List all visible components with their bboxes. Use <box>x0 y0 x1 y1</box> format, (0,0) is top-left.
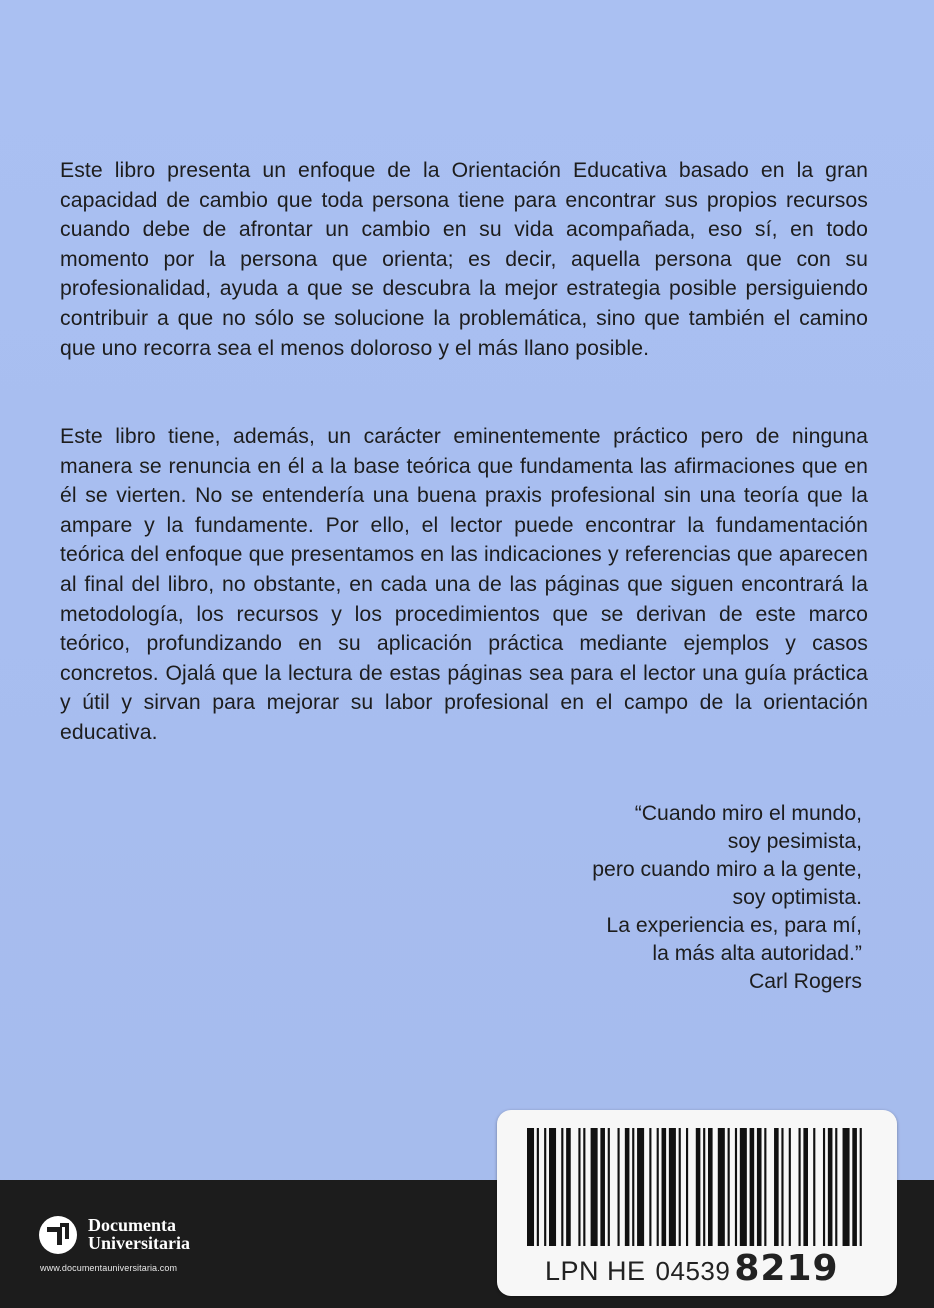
barcode-bar <box>860 1128 862 1246</box>
barcode-bar <box>537 1128 539 1246</box>
blurb-paragraph-1: Este libro presenta un enfoque de la Orientación Educativa basado en la gran capacidad de cambio que toda persona tiene para encontrar sus propios recursos cuando debe de afrontar un cambio en su vida acompañada, eso sí, en todo momento por la persona que orienta; es decir, aquella persona que con su profesionalidad, ayuda a que se descubra la mejor estrategia posible persiguiendo contribuir a que no sólo se solucione la problemática, sino que también el camino que uno recorra sea el menos doloroso y el más llano posible. <box>60 159 868 360</box>
lpn-code <box>545 1248 839 1289</box>
lpn-prefix: LPN HE <box>545 1256 646 1286</box>
barcode-bar <box>718 1128 725 1246</box>
lpn-number: 04539 <box>655 1256 731 1286</box>
barcode-bar <box>662 1128 667 1246</box>
barcode-bar <box>608 1128 610 1246</box>
barcode-bar <box>669 1128 676 1246</box>
barcode-bar <box>789 1128 791 1246</box>
barcode-bar <box>561 1128 563 1246</box>
barcode-bar <box>649 1128 651 1246</box>
barcode-bar <box>600 1128 605 1246</box>
barcode-bar <box>544 1128 546 1246</box>
barcode-bar <box>632 1128 634 1246</box>
quote-line: La experiencia es, para mí, <box>606 914 862 937</box>
barcode-bar <box>750 1128 755 1246</box>
barcode-bar <box>591 1128 598 1246</box>
barcode-bar <box>696 1128 701 1246</box>
barcode-bar <box>703 1128 705 1246</box>
barcode-bar <box>583 1128 585 1246</box>
epigraph-quote <box>402 800 862 996</box>
barcode-bar <box>728 1128 730 1246</box>
barcode-bar <box>735 1128 737 1246</box>
barcode-bar <box>679 1128 681 1246</box>
publisher-logo-icon <box>38 1215 78 1255</box>
barcode-bar <box>549 1128 556 1246</box>
publisher-url: www.documentauniversitaria.com <box>40 1263 178 1273</box>
barcode-bar <box>843 1128 850 1246</box>
quote-line: pero cuando miro a la gente, <box>592 858 862 881</box>
barcode-bar <box>828 1128 833 1246</box>
barcode-bar <box>618 1128 620 1246</box>
barcode-icon <box>527 1128 867 1246</box>
barcode-bar <box>657 1128 659 1246</box>
barcode-bar <box>757 1128 762 1246</box>
barcode-bar <box>781 1128 783 1246</box>
barcode-sticker <box>497 1110 897 1296</box>
barcode-bar <box>774 1128 779 1246</box>
publisher-name-line-1: Documenta <box>88 1215 176 1235</box>
lpn-number-bold: 8219 <box>734 1248 839 1289</box>
barcode-bar <box>813 1128 815 1246</box>
barcode-bar <box>566 1128 571 1246</box>
quote-line: soy pesimista, <box>727 830 862 853</box>
barcode-bar <box>686 1128 688 1246</box>
quote-line: “Cuando miro el mundo, <box>634 802 862 825</box>
barcode-bar <box>637 1128 644 1246</box>
quote-line: la más alta autoridad.” <box>652 942 862 965</box>
barcode-bar <box>764 1128 766 1246</box>
barcode-bar <box>625 1128 630 1246</box>
barcode-bar <box>578 1128 580 1246</box>
barcode-bar <box>803 1128 808 1246</box>
barcode-bar <box>835 1128 837 1246</box>
publisher-logo <box>38 1213 298 1273</box>
publisher-name-line-2: Universitaria <box>88 1233 190 1253</box>
barcode-bar <box>852 1128 857 1246</box>
quote-line: soy optimista. <box>732 886 862 909</box>
barcode-bar <box>823 1128 825 1246</box>
barcode-bar <box>708 1128 713 1246</box>
blurb-paragraph-2: Este libro tiene, además, un carácter eminentemente práctico pero de ninguna manera se renuncia en él a la base teórica que fundamenta las afirmaciones que en él se vierten. No se entendería una buena praxis profesional sin una teoría que la ampare y la fundamente. Por ello, el lector puede encontrar la fundamentación teórica del enfoque que presentamos en las indicaciones y referencias que aparecen al final del libro, no obstante, en cada una de las páginas que siguen encontrará la metodología, los recursos y los procedimientos que se derivan de este marco teórico, profundizando en su aplicación práctica mediante ejemplos y casos concretos. Ojalá que la lectura de estas páginas sea para el lector una guía práctica y útil y sirvan para mejorar su labor profesional en el campo de la orientación educativa. <box>60 425 868 744</box>
quote-author: Carl Rogers <box>748 970 862 993</box>
barcode-bar <box>527 1128 534 1246</box>
barcode-bar <box>799 1128 801 1246</box>
barcode-bar <box>740 1128 747 1246</box>
